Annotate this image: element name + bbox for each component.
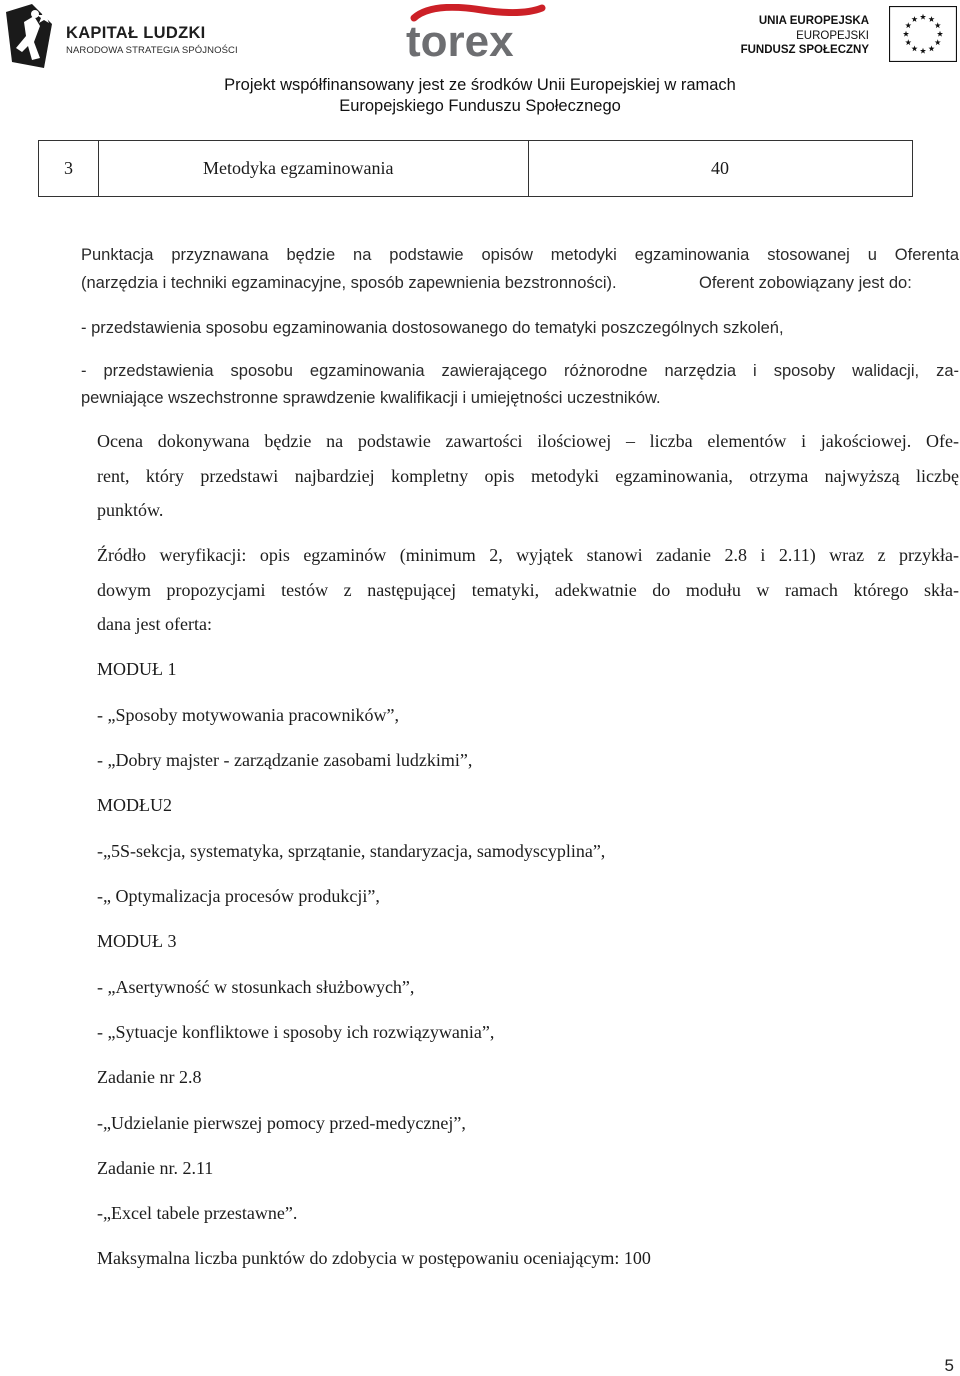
- zrodlo-line-1: Źródło weryfikacji: opis egzaminów (minimum 2, wyjątek stanowi zadanie 2.8 i 2.11) wraz z przykła-: [97, 545, 959, 565]
- paragraph-1-line-2b: Oferent zobowiązany jest do:: [699, 274, 912, 292]
- paragraph-1-line-1: Punktacja przyznawana będzie na podstawie opisów metodyki egzaminowania stosowanej u Oferenta: [81, 246, 959, 264]
- table-row: [39, 141, 913, 197]
- kapital-ludzki-subtitle: NARODOWA STRATEGIA SPÓJNOŚCI: [66, 45, 238, 56]
- max-points-line: Maksymalna liczba punktów do zdobycia w postępowaniu oceniającym: 100: [97, 1248, 651, 1268]
- criterion-name-cell: [99, 141, 529, 197]
- criteria-table: [38, 140, 913, 197]
- module-2-heading: MODŁU2: [97, 795, 172, 815]
- kapital-ludzki-title: KAPITAŁ LUDZKI: [66, 24, 206, 42]
- zrodlo-line-2: dowym propozycjami testów z następującej tematyki, adekwatnie do modułu w ramach którego skła-: [97, 580, 959, 600]
- module-1-topic-1: - „Sposoby motywowania pracowników”,: [97, 705, 399, 725]
- bullet-2-line-2: pewniające wszechstronne sprawdzenie kwalifikacji i umiejętności uczestników.: [81, 389, 661, 407]
- task-2-11-heading: Zadanie nr. 2.11: [97, 1158, 214, 1178]
- eu-logo: [740, 6, 957, 68]
- module-3-topic-2: - „Sytuacje konfliktowe i sposoby ich rozwiązywania”,: [97, 1022, 495, 1042]
- module-1-heading: MODUŁ 1: [97, 659, 177, 679]
- criterion-points-cell: [529, 141, 913, 197]
- torex-logo-graphic: [392, 4, 562, 68]
- ocena-line-2: rent, który przedstawi najbardziej kompletny opis metodyki egzaminowania, otrzyma najwyższą liczbę: [97, 466, 959, 486]
- eu-line-3: FUNDUSZ SPOŁECZNY: [740, 44, 869, 56]
- criterion-number-cell: [39, 141, 99, 197]
- project-line-2: Europejskiego Funduszu Społecznego: [339, 97, 621, 115]
- paragraph-1-line-2a: (narzędzia i techniki egzaminacyjne, sposób zapewnienia bezstronności).: [81, 274, 617, 292]
- torex-logo: [392, 4, 562, 68]
- ocena-line-3: punktów.: [97, 500, 164, 520]
- page-number: 5: [944, 1356, 954, 1375]
- torex-logo-text: torex: [406, 17, 514, 66]
- task-2-11-topic: -„Excel tabele przestawne”.: [97, 1203, 298, 1223]
- module-3-heading: MODUŁ 3: [97, 931, 177, 951]
- bullet-2-line-1: - przedstawienia sposobu egzaminowania zawierającego różnorodne narzędzia i sposoby walidacji, za-: [81, 362, 959, 380]
- eu-flag-icon: [889, 6, 957, 62]
- eu-line-2: EUROPEJSKI: [796, 30, 869, 42]
- bullet-1: - przedstawienia sposobu egzaminowania dostosowanego do tematyki poszczególnych szkoleń,: [81, 319, 784, 337]
- module-3-topic-1: - „Asertywność w stosunkach służbowych”,: [97, 977, 415, 997]
- task-2-8-heading: Zadanie nr 2.8: [97, 1067, 202, 1087]
- kapital-ludzki-logo: [4, 2, 238, 70]
- eu-line-1: UNIA EUROPEJSKA: [758, 15, 869, 27]
- task-2-8-topic: -„Udzielanie pierwszej pomocy przed-medycznej”,: [97, 1113, 466, 1133]
- module-2-topic-1: -„5S-sekcja, systematyka, sprzątanie, standaryzacja, samodyscyplina”,: [97, 841, 606, 861]
- module-2-topic-2: -„ Optymalizacja procesów produkcji”,: [97, 886, 380, 906]
- project-line-1: Projekt współfinansowany jest ze środków Unii Europejskiej w ramach: [224, 76, 736, 94]
- criterion-name: Metodyka egzaminowania: [203, 158, 394, 178]
- criterion-number: 3: [64, 158, 73, 178]
- zrodlo-line-3: dana jest oferta:: [97, 614, 212, 634]
- criterion-points: 40: [711, 158, 729, 178]
- module-1-topic-2: - „Dobry majster - zarządzanie zasobami ludzkimi”,: [97, 750, 473, 770]
- kapital-ludzki-emblem-icon: [4, 2, 58, 70]
- ocena-line-1: Ocena dokonywana będzie na podstawie zawartości ilościowej – liczba elementów i jakościowej. Ofe-: [97, 431, 959, 451]
